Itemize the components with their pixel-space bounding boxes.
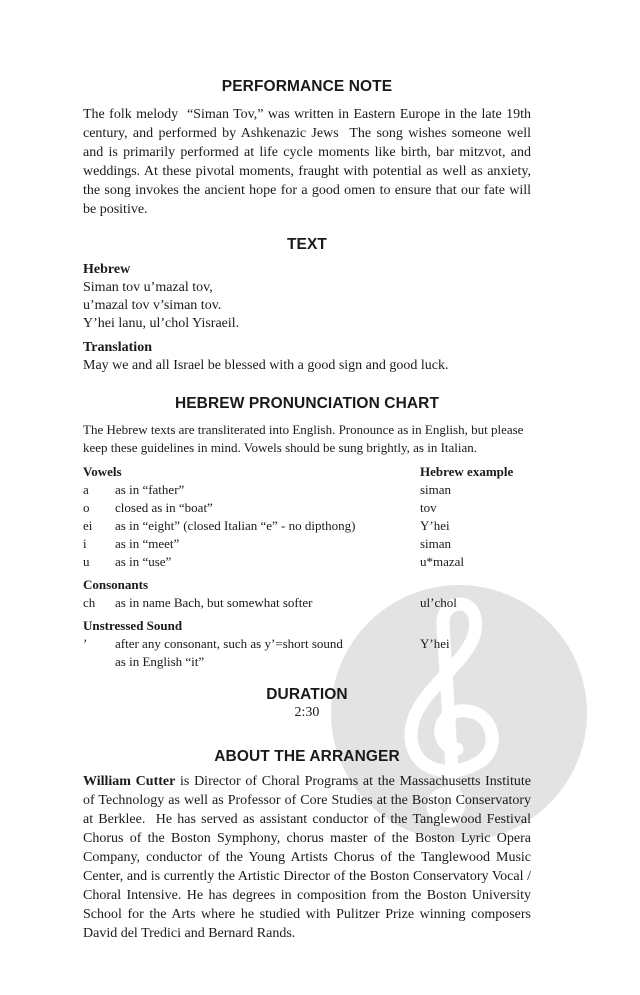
vowel-symbol: ei xyxy=(83,518,93,533)
content xyxy=(83,78,531,943)
translation-label: Translation xyxy=(83,340,152,355)
vowel-example: u*mazal xyxy=(420,554,465,569)
text-heading: TEXT xyxy=(286,236,327,253)
vowel-row xyxy=(83,481,531,499)
hebrew-example-label: Hebrew example xyxy=(420,464,514,479)
arranger-name: William Cutter xyxy=(83,774,176,789)
consonant-symbol: ch xyxy=(83,595,96,610)
vowel-symbol: o xyxy=(83,500,90,515)
duration-value: 2:30 xyxy=(294,705,320,720)
consonants-label: Consonants xyxy=(83,577,149,592)
vowel-example: Y’hei xyxy=(420,518,450,533)
vowel-description: as in “eight” (closed Italian “e” - no dipthong) xyxy=(115,518,356,533)
vowel-row xyxy=(83,553,531,571)
vowel-row xyxy=(83,517,531,535)
pronunciation-intro: The Hebrew texts are transliterated into English. Pronounce as in English, but please keep these guidelines in mind. Vowels should be sung brightly, as in Italian. xyxy=(83,422,524,455)
consonant-row xyxy=(83,594,531,612)
vowel-example: siman xyxy=(420,482,452,497)
hebrew-line: Y’hei lanu, ul’chol Yisraeil. xyxy=(83,316,240,331)
hebrew-line: Siman tov u’mazal tov, xyxy=(83,280,213,295)
vowel-row xyxy=(83,499,531,517)
pronunciation-heading: HEBREW PRONUNCIATION CHART xyxy=(174,395,440,412)
unstressed-row-continued xyxy=(83,653,531,671)
hebrew-line: u’mazal tov v’siman tov. xyxy=(83,298,222,313)
vowels-label: Vowels xyxy=(83,464,122,479)
vowel-row xyxy=(83,535,531,553)
unstressed-description-continued: as in English “it” xyxy=(115,654,205,669)
performance-note-body: The folk melody “Siman Tov,” was written in Eastern Europe in the late 19th century, and performed by Ashkenazic Jews The song wishes someone well and is primarily performed at life cycle moments like birth, bar mitzvot, and weddings. At these pivotal moments, fraught with potential as well as anxiety, the song invokes the ancient hope for a good omen to ensure that our fate will be positive. xyxy=(83,107,531,217)
vowel-symbol: a xyxy=(83,482,89,497)
about-arranger-heading: ABOUT THE ARRANGER xyxy=(214,748,400,765)
arranger-bio xyxy=(83,772,531,943)
vowel-example: tov xyxy=(420,500,437,515)
vowel-symbol: u xyxy=(83,554,90,569)
hebrew-label: Hebrew xyxy=(83,262,131,277)
unstressed-description: after any consonant, such as y’=short sound xyxy=(115,636,343,651)
duration-heading: DURATION xyxy=(266,686,348,703)
vowel-description: as in “father” xyxy=(115,482,185,497)
arranger-bio-text: is Director of Choral Programs at the Massachusetts Institute of Technology as well as Professor of Core Studies at the Boston Conservatory at Berklee. He has served as assistant conductor of the Tanglewood Festival Chorus of the Boston Symphony, chorus master of the Boston Lyric Opera Company, conductor of the Young Artists Chorus of the Tanglewood Music Center, and is currently the Artistic Director of the Boston Conservatory Vocal / Choral Intensive. He has degrees in composition from the Boston University School for the Arts where he studied with Pulitzer Prize winning composers David del Tredici and Bernard Rands. xyxy=(83,774,532,941)
translation-text: May we and all Israel be blessed with a good sign and good luck. xyxy=(83,358,449,373)
unstressed-example: Y’hei xyxy=(420,636,450,651)
vowel-description: as in “use” xyxy=(115,554,172,569)
spacer xyxy=(83,653,115,671)
vowel-symbol: i xyxy=(83,536,87,551)
vowels-header-row xyxy=(83,463,531,481)
unstressed-label: Unstressed Sound xyxy=(83,618,183,633)
unstressed-symbol: ’ xyxy=(83,636,88,651)
consonant-description: as in name Bach, but somewhat softer xyxy=(115,595,313,610)
unstressed-row xyxy=(83,635,531,653)
consonant-example: ul’chol xyxy=(420,595,457,610)
vowel-example: siman xyxy=(420,536,452,551)
vowel-description: as in “meet” xyxy=(115,536,180,551)
performance-note-heading: PERFORMANCE NOTE xyxy=(221,78,393,95)
vowel-description: closed as in “boat” xyxy=(115,500,213,515)
